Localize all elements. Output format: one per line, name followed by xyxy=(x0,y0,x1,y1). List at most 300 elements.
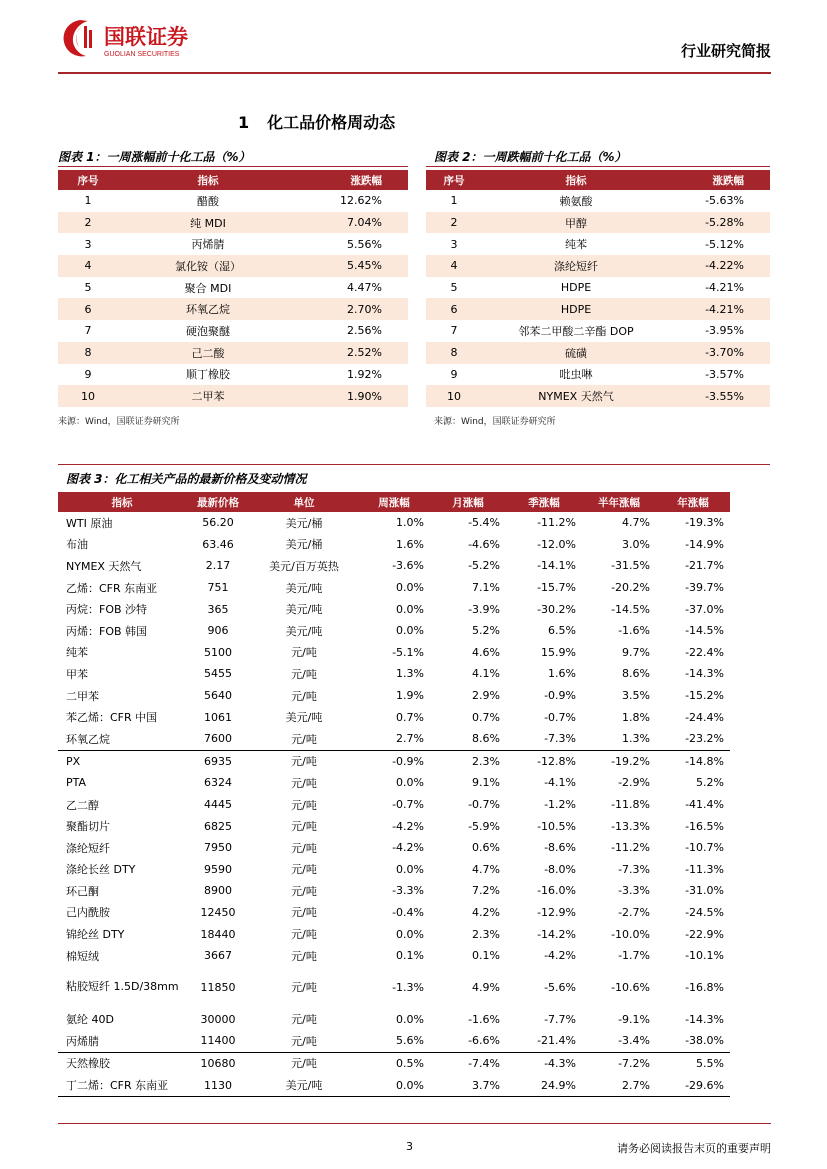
fig3-cell: 4.2% xyxy=(472,905,500,919)
fig3-cell: 乙二醇 xyxy=(66,798,99,812)
fig3-header-cell: 季涨幅 xyxy=(506,492,582,512)
fig3-cell: 涤纶短纤 xyxy=(66,841,110,855)
fig3-cell: 2.7% xyxy=(396,732,424,746)
fig3-cell: -11.8% xyxy=(611,798,650,812)
fig2-cell: 5 xyxy=(450,281,458,295)
fig3-cell: 元/吨 xyxy=(291,667,317,681)
fig1-cell: 聚合 MDI xyxy=(184,281,232,295)
fig3-cell: 2.17 xyxy=(205,559,231,573)
fig2-cell: HDPE xyxy=(560,281,592,295)
fig3-cell: 7600 xyxy=(204,732,232,746)
table-row xyxy=(426,385,770,407)
table-row xyxy=(58,364,408,386)
fig3-cell: 6324 xyxy=(204,776,232,790)
fig3-cell: -14.3% xyxy=(685,667,724,681)
fig3-cell: 氨纶 40D xyxy=(66,1013,114,1027)
table-row xyxy=(426,277,770,299)
fig3-cell: 0.6% xyxy=(472,841,500,855)
fig3-cell: -21.7% xyxy=(685,559,724,573)
fig3-cell: -2.7% xyxy=(618,905,650,919)
fig2-cell: -4.22% xyxy=(670,255,770,277)
fig3-cell: -4.3% xyxy=(506,1052,582,1074)
fig3-cell: -22.4% xyxy=(685,645,724,659)
fig3-cell: -0.7% xyxy=(392,798,424,812)
fig3-cell: 5455 xyxy=(204,667,232,681)
fig1-cell: 己二酸 xyxy=(118,342,298,364)
fig3-cell: 30000 xyxy=(200,1012,236,1026)
fig3-cell: -31.5% xyxy=(611,559,650,573)
fig3-table xyxy=(58,492,730,1097)
fig3-cell: -7.3% xyxy=(618,862,650,876)
fig3-cell: WTI 原油 xyxy=(66,516,113,530)
fig3-cell: 元/吨 xyxy=(291,981,317,995)
fig3-cell: 丙烯腈 xyxy=(66,1034,99,1048)
fig1-body xyxy=(58,190,408,407)
fig3-cell: -5.1% xyxy=(392,645,424,659)
fig3-cell: -14.8% xyxy=(656,750,730,772)
fig3-cell: 1.6% xyxy=(548,667,576,681)
fig3-cell: 涤纶长丝 DTY xyxy=(66,863,136,877)
fig3-cell: 聚酯切片 xyxy=(66,820,110,834)
fig3-cell: -4.2% xyxy=(392,819,424,833)
fig3-cell: -1.3% xyxy=(392,980,424,994)
fig3-cell: 1061 xyxy=(204,710,232,724)
fig3-cell: 3667 xyxy=(204,949,232,963)
fig3-cell: -1.6% xyxy=(468,1012,500,1026)
fig3-cell: 元/吨 xyxy=(291,646,317,660)
fig3-cell: -19.3% xyxy=(685,516,724,530)
fig3-cell: 365 xyxy=(207,602,229,616)
fig3-cell: 元/吨 xyxy=(291,732,317,746)
section-title-text: 化工品价格周动态 xyxy=(267,113,396,132)
fig3-cell: -38.0% xyxy=(685,1034,724,1048)
fig3-cell: 己内酰胺 xyxy=(66,906,110,920)
fig3-cell: -10.6% xyxy=(611,980,650,994)
fig3-cell: -5.2% xyxy=(468,559,500,573)
fig1-cell: 1 xyxy=(84,194,92,208)
fig1-cell: 2.56% xyxy=(347,324,382,338)
fig1-header-cell: 指标 xyxy=(118,170,298,190)
table-row xyxy=(58,190,408,212)
fig3-cell: 4445 xyxy=(204,798,232,812)
fig3-cell: -16.5% xyxy=(685,819,724,833)
table-row xyxy=(58,598,730,620)
table-row xyxy=(426,190,770,212)
table-row xyxy=(58,642,730,664)
fig3-cell: 丁二烯：CFR 东南亚 xyxy=(58,1074,186,1096)
fig3-cell: 0.7% xyxy=(396,710,424,724)
fig3-cell: 0.1% xyxy=(472,949,500,963)
fig2-header-cell: 序号 xyxy=(426,170,482,190)
fig2-cell: 10 xyxy=(426,385,482,407)
fig3-cell: 甲苯 xyxy=(66,667,88,681)
fig3-cell: 元/吨 xyxy=(250,750,358,772)
table-row xyxy=(58,750,730,772)
fig2-cell: 4 xyxy=(426,255,482,277)
footer-divider xyxy=(58,1123,771,1124)
fig2-cell: -3.57% xyxy=(705,367,744,381)
fig3-cell: -14.5% xyxy=(685,624,724,638)
section-title xyxy=(238,110,395,133)
fig3-cell: 5.6% xyxy=(396,1034,424,1048)
table-row xyxy=(58,233,408,255)
fig3-cell: 元/吨 xyxy=(291,863,317,877)
table-row xyxy=(58,815,730,837)
fig2-cell: -5.28% xyxy=(670,212,770,234)
fig3-cell: 56.20 xyxy=(202,516,234,530)
fig2-title: 图表 2：一周跌幅前十化工品（%） xyxy=(434,150,627,164)
fig3-cell: 4.7% xyxy=(472,862,500,876)
fig3-header-cell: 半年涨幅 xyxy=(582,492,656,512)
fig3-cell: -3.4% xyxy=(618,1034,650,1048)
fig3-cell: 乙烯：CFR 东南亚 xyxy=(66,581,158,595)
fig3-cell: 7950 xyxy=(204,841,232,855)
fig3-cell: -3.6% xyxy=(392,559,424,573)
fig3-cell: 美元/吨 xyxy=(285,581,323,595)
fig3-cell: -0.7% xyxy=(468,798,500,812)
fig3-cell: 布油 xyxy=(66,538,88,552)
table-row xyxy=(58,837,730,859)
fig3-cell: -24.4% xyxy=(685,710,724,724)
fig3-top-rule xyxy=(58,464,770,465)
table-row xyxy=(58,966,730,1008)
fig3-cell: 4.7% xyxy=(622,516,650,530)
fig2-table xyxy=(426,170,770,407)
fig3-cell: NYMEX 天然气 xyxy=(66,559,142,573)
fig3-cell: 11400 xyxy=(200,1034,236,1048)
fig3-header-cell: 指标 xyxy=(58,492,186,512)
fig2-source: 来源：Wind，国联证券研究所 xyxy=(434,417,556,427)
fig3-cell: 元/吨 xyxy=(291,820,317,834)
fig3-cell: 8.6% xyxy=(472,732,500,746)
fig3-cell: 0.7% xyxy=(472,710,500,724)
fig3-cell: 0.0% xyxy=(396,624,424,638)
fig3-cell: 63.46 xyxy=(202,537,234,551)
fig3-cell: 元/吨 xyxy=(291,776,317,790)
report-type: 行业研究简报 xyxy=(680,42,771,60)
fig2-cell: -5.12% xyxy=(705,237,744,251)
fig3-cell: 1.6% xyxy=(396,537,424,551)
fig3-cell: 1.0% xyxy=(396,516,424,530)
fig3-header-cell: 月涨幅 xyxy=(430,492,506,512)
fig3-cell: 0.0% xyxy=(396,1012,424,1026)
fig3-cell: 锦纶丝 DTY xyxy=(66,928,125,942)
fig2-header-cell: 涨跌幅 xyxy=(670,170,770,190)
fig1-cell: 醋酸 xyxy=(197,194,219,208)
fig1-header-cell: 序号 xyxy=(58,170,118,190)
fig3-cell: 美元/百万英热 xyxy=(269,559,339,573)
fig3-cell: -5.6% xyxy=(544,980,576,994)
company-logo xyxy=(60,14,260,64)
fig2-header-cell: 指标 xyxy=(482,170,670,190)
fig2-cell: 甲醇 xyxy=(482,212,670,234)
fig3-cell: 7.1% xyxy=(472,581,500,595)
fig3-cell: 4.9% xyxy=(472,980,500,994)
fig3-cell: 2.3% xyxy=(472,927,500,941)
fig3-cell: 1.8% xyxy=(622,710,650,724)
fig2-cell: -5.63% xyxy=(705,194,744,208)
fig3-cell: 10680 xyxy=(186,1052,250,1074)
table-row xyxy=(58,794,730,816)
fig3-cell: -13.3% xyxy=(611,819,650,833)
fig3-cell: 0.0% xyxy=(396,927,424,941)
fig3-cell: -30.2% xyxy=(537,602,576,616)
fig2-cell: NYMEX 天然气 xyxy=(482,385,670,407)
fig1-cell: 7 xyxy=(84,324,92,338)
logo-en-text: GUOLIAN SECURITIES xyxy=(104,51,180,58)
fig3-header-cell: 周涨幅 xyxy=(358,492,430,512)
fig3-cell: -0.9% xyxy=(358,750,430,772)
table-row xyxy=(58,663,730,685)
fig3-cell: -7.7% xyxy=(544,1012,576,1026)
fig1-cell: 顺丁橡胶 xyxy=(186,368,230,382)
fig3-cell: PTA xyxy=(66,776,87,790)
fig3-cell: -39.7% xyxy=(685,581,724,595)
fig3-header-cell: 最新价格 xyxy=(186,492,250,512)
fig1-cell: 纯 MDI xyxy=(118,212,298,234)
table-row xyxy=(58,728,730,750)
fig3-cell: 元/吨 xyxy=(291,949,317,963)
fig3-cell: 2.3% xyxy=(430,750,506,772)
fig2-title-rule xyxy=(426,166,770,167)
table-row xyxy=(58,212,408,234)
fig1-cell: 12.62% xyxy=(340,194,382,208)
fig2-cell: -4.21% xyxy=(705,281,744,295)
fig3-cell: 棉短绒 xyxy=(66,949,99,963)
fig1-cell: 二甲苯 xyxy=(118,385,298,407)
fig1-cell: 环氧乙烷 xyxy=(118,298,298,320)
fig3-cell: -14.5% xyxy=(611,602,650,616)
fig2-cell: 硫磺 xyxy=(482,342,670,364)
fig1-cell: 5 xyxy=(84,281,92,295)
fig3-cell: -4.2% xyxy=(544,949,576,963)
fig3-cell: -10.1% xyxy=(685,949,724,963)
fig3-cell: 0.1% xyxy=(396,949,424,963)
fig2-cell: 吡虫啉 xyxy=(559,368,593,382)
fig1-cell: 4 xyxy=(58,255,118,277)
fig3-cell: 元/吨 xyxy=(291,928,317,942)
fig3-cell: -2.9% xyxy=(618,776,650,790)
fig3-header-row xyxy=(58,492,730,512)
table-row xyxy=(58,1008,730,1030)
fig1-cell: 10 xyxy=(58,385,118,407)
table-row xyxy=(58,880,730,902)
fig1-title-rule xyxy=(58,166,408,167)
fig3-cell: 苯乙烯：CFR 中国 xyxy=(66,711,158,725)
table-row xyxy=(58,342,408,364)
fig3-cell: 0.5% xyxy=(358,1052,430,1074)
fig3-cell: -15.7% xyxy=(537,581,576,595)
fig3-cell: 6935 xyxy=(186,750,250,772)
fig3-cell: -24.5% xyxy=(685,905,724,919)
fig3-cell: -16.8% xyxy=(685,980,724,994)
fig3-cell: 3.5% xyxy=(622,689,650,703)
fig3-cell: -11.3% xyxy=(685,862,724,876)
fig2-body xyxy=(426,190,770,407)
table-row xyxy=(58,1074,730,1096)
page-number: 3 xyxy=(406,1140,413,1153)
fig3-cell: 5100 xyxy=(204,645,232,659)
fig3-cell: -4.6% xyxy=(468,537,500,551)
fig2-cell: 涤纶短纤 xyxy=(482,255,670,277)
table-row xyxy=(58,277,408,299)
fig1-cell: 硬泡聚醚 xyxy=(186,324,230,338)
fig3-cell: -11.2% xyxy=(537,516,576,530)
fig2-cell: 邻苯二甲酸二辛酯 DOP xyxy=(518,324,634,338)
fig3-cell: -23.2% xyxy=(685,732,724,746)
fig3-cell: 9.7% xyxy=(622,645,650,659)
table-row xyxy=(426,255,770,277)
fig3-cell: -3.9% xyxy=(468,602,500,616)
fig3-cell: -8.6% xyxy=(544,841,576,855)
table-row xyxy=(58,685,730,707)
fig3-cell: 5.2% xyxy=(472,624,500,638)
fig3-cell: -5.4% xyxy=(468,516,500,530)
fig1-cell: 2.52% xyxy=(298,342,408,364)
fig3-cell: -9.1% xyxy=(618,1012,650,1026)
fig3-cell: 3.0% xyxy=(622,537,650,551)
table-row xyxy=(58,555,730,577)
fig3-cell: -4.2% xyxy=(392,841,424,855)
table-row xyxy=(58,1052,730,1074)
fig3-cell: 元/吨 xyxy=(291,906,317,920)
fig3-cell: -37.0% xyxy=(685,602,724,616)
table-row xyxy=(58,385,408,407)
fig3-cell: 0.0% xyxy=(396,776,424,790)
table-row xyxy=(58,298,408,320)
fig2-cell: 8 xyxy=(426,342,482,364)
fig3-cell: 751 xyxy=(207,581,229,595)
fig3-cell: -14.9% xyxy=(685,537,724,551)
fig3-cell: 纯苯 xyxy=(66,646,88,660)
fig3-cell: -3.3% xyxy=(392,884,424,898)
fig3-cell: 美元/吨 xyxy=(285,624,323,638)
fig3-header-cell: 单位 xyxy=(250,492,358,512)
fig1-cell: 3 xyxy=(84,237,92,251)
fig2-cell: -3.70% xyxy=(670,342,770,364)
table-row xyxy=(58,620,730,642)
fig3-cell: 0.0% xyxy=(396,602,424,616)
fig1-cell: 1.90% xyxy=(298,385,408,407)
table-row xyxy=(58,923,730,945)
fig3-cell: -14.3% xyxy=(685,1012,724,1026)
table-row xyxy=(58,512,730,534)
fig3-cell: 6.5% xyxy=(548,624,576,638)
fig2-cell: 赖氨酸 xyxy=(559,194,593,208)
fig3-cell: 1.9% xyxy=(396,689,424,703)
fig3-header-cell: 年涨幅 xyxy=(656,492,730,512)
fig3-cell: 5.5% xyxy=(656,1052,730,1074)
fig3-cell: PX xyxy=(58,750,186,772)
fig3-cell: 9.1% xyxy=(472,776,500,790)
table-row xyxy=(58,534,730,556)
fig3-cell: 环氧乙烷 xyxy=(66,732,110,746)
fig3-cell: -1.7% xyxy=(618,949,650,963)
fig3-cell: -10.5% xyxy=(537,819,576,833)
fig3-cell: 11850 xyxy=(200,980,236,994)
fig3-cell: -7.4% xyxy=(430,1052,506,1074)
fig3-cell: 8.6% xyxy=(622,667,650,681)
fig3-cell: 元/吨 xyxy=(291,884,317,898)
fig3-cell: -8.0% xyxy=(544,862,576,876)
fig3-cell: -1.6% xyxy=(618,624,650,638)
fig3-cell: -0.4% xyxy=(392,905,424,919)
fig1-header-row xyxy=(58,170,408,190)
table-row xyxy=(58,859,730,881)
fig3-cell: -22.9% xyxy=(685,927,724,941)
fig3-cell: 1.3% xyxy=(396,667,424,681)
fig3-cell: 0.0% xyxy=(396,581,424,595)
fig3-cell: 4.1% xyxy=(472,667,500,681)
fig1-table xyxy=(58,170,408,407)
fig1-title: 图表 1：一周涨幅前十化工品（%） xyxy=(58,150,251,164)
fig3-cell: -14.1% xyxy=(537,559,576,573)
fig3-cell: 5640 xyxy=(204,689,232,703)
fig3-cell: 0.0% xyxy=(396,862,424,876)
disclaimer: 请务必阅读报告末页的重要声明 xyxy=(617,1142,771,1155)
fig3-cell: -11.2% xyxy=(611,841,650,855)
fig3-cell: -19.2% xyxy=(582,750,656,772)
fig2-cell: -3.55% xyxy=(670,385,770,407)
fig3-cell: 4.6% xyxy=(472,645,500,659)
fig1-cell: 6 xyxy=(58,298,118,320)
section-number: 1 xyxy=(238,113,250,132)
fig3-cell: -12.8% xyxy=(506,750,582,772)
fig3-cell: 粘胶短纤 1.5D/38mm xyxy=(66,980,179,994)
fig3-cell: 12450 xyxy=(200,905,236,919)
fig3-cell: 0.0% xyxy=(358,1074,430,1096)
fig1-cell: 1.92% xyxy=(347,367,382,381)
fig1-header-cell: 涨跌幅 xyxy=(298,170,408,190)
table-row xyxy=(426,212,770,234)
fig3-title: 图表 3：化工相关产品的最新价格及变动情况 xyxy=(66,472,307,486)
fig3-cell: -5.9% xyxy=(468,819,500,833)
table-row xyxy=(58,577,730,599)
fig1-cell: 7.04% xyxy=(298,212,408,234)
fig3-cell: -10.7% xyxy=(685,841,724,855)
fig3-cell: 美元/吨 xyxy=(285,603,323,617)
fig3-cell: 15.9% xyxy=(541,645,576,659)
fig3-cell: -4.1% xyxy=(544,776,576,790)
table-row xyxy=(58,772,730,794)
fig3-cell: -12.9% xyxy=(537,905,576,919)
fig3-cell: 1130 xyxy=(186,1074,250,1096)
fig3-cell: 元/吨 xyxy=(291,689,317,703)
fig3-cell: 环己酮 xyxy=(66,884,99,898)
fig3-cell: -16.0% xyxy=(537,884,576,898)
fig1-source: 来源：Wind，国联证券研究所 xyxy=(58,417,180,427)
fig3-cell: -20.2% xyxy=(611,581,650,595)
fig3-cell: -1.2% xyxy=(544,798,576,812)
fig1-cell: 5.45% xyxy=(298,255,408,277)
fig2-cell: 3 xyxy=(450,237,458,251)
fig2-cell: 6 xyxy=(426,298,482,320)
fig3-cell: 8900 xyxy=(204,884,232,898)
fig1-cell: 9 xyxy=(84,367,92,381)
table-row xyxy=(58,255,408,277)
fig3-cell: -21.4% xyxy=(537,1034,576,1048)
fig3-cell: 元/吨 xyxy=(250,1052,358,1074)
fig3-cell: 9590 xyxy=(204,862,232,876)
fig3-cell: 906 xyxy=(207,624,229,638)
header-divider xyxy=(58,72,771,74)
fig3-cell: 元/吨 xyxy=(291,1013,317,1027)
fig3-cell: -6.6% xyxy=(468,1034,500,1048)
fig3-cell: 3.7% xyxy=(430,1074,506,1096)
table-row xyxy=(58,902,730,924)
fig3-cell: 天然橡胶 xyxy=(58,1052,186,1074)
fig3-cell: 美元/桶 xyxy=(285,538,323,552)
